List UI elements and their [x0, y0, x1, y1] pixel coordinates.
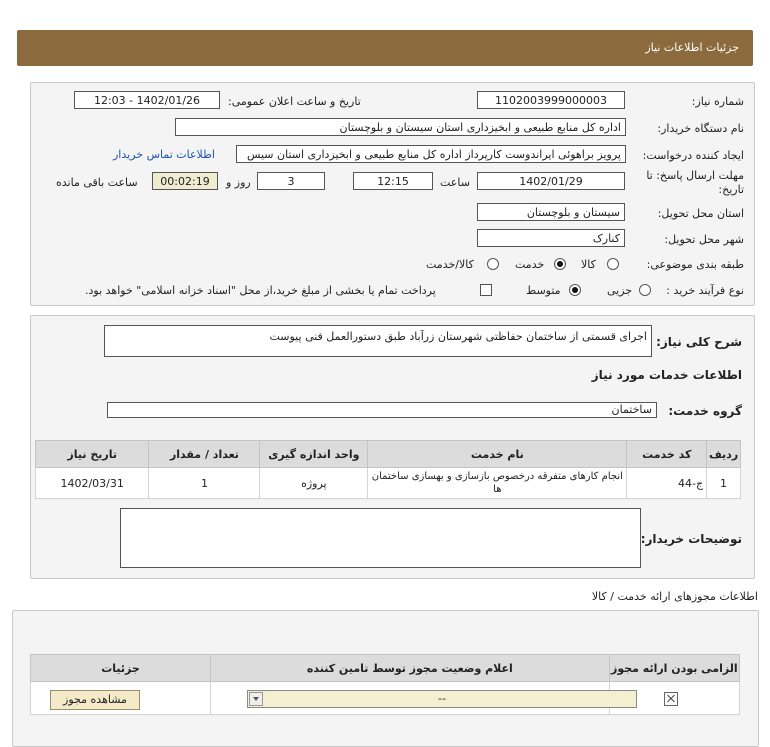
col-code: کد خدمت [627, 441, 707, 468]
cell-date: 1402/03/31 [36, 468, 149, 499]
description-label: شرح کلی نیاز: [656, 335, 742, 349]
process-label: نوع فرآیند خرید : [666, 284, 744, 297]
category-option-goods: کالا [581, 258, 596, 271]
category-radio-goods[interactable] [607, 258, 619, 270]
category-option-goods-service: کالا/خدمت [426, 258, 474, 271]
description-field: اجرای قسمتی از ساختمان حفاظتی شهرستان زرآباد طبق دستورالعمل فنی پیوست [104, 325, 652, 357]
remaining-time-field: 00:02:19 [152, 172, 218, 190]
buyer-contact-link[interactable]: اطلاعات تماس خریدار [113, 148, 215, 161]
deadline-date-field: 1402/01/29 [477, 172, 625, 190]
process-option-medium: متوسط [526, 284, 561, 297]
city-label: شهر محل تحویل: [664, 233, 744, 246]
permit-required-checkbox[interactable] [664, 692, 678, 706]
cell-code: ج-44 [627, 468, 707, 499]
treasury-note: پرداخت تمام یا بخشی از مبلغ خرید،از محل "اسناد خزانه اسلامی" خواهد بود. [85, 284, 436, 297]
requester-label: ایجاد کننده درخواست: [642, 149, 744, 162]
category-label: طبقه بندی موضوعی: [646, 258, 744, 271]
permit-status-value: -- [438, 692, 446, 705]
cell-row: 1 [707, 468, 741, 499]
days-label: روز و [226, 176, 251, 189]
view-permit-button[interactable]: مشاهده مجوز [50, 690, 140, 710]
page-title: جزئیات اطلاعات نیاز [645, 41, 739, 54]
buyer-org-field: اداره کل منابع طبیعی و ابخیزداری استان سیستان و بلوچستان [175, 118, 626, 136]
cell-unit: پروژه [260, 468, 368, 499]
permit-col-details: جزئیات [31, 655, 211, 682]
city-field: کنارک [477, 229, 625, 247]
announce-label: تاریخ و ساعت اعلان عمومی: [228, 95, 361, 108]
permit-col-required: الزامی بودن ارائه مجوز [609, 655, 739, 682]
category-option-service: خدمت [515, 258, 545, 271]
services-table [35, 440, 741, 499]
province-field: سیستان و بلوچستان [477, 203, 625, 221]
process-radio-medium[interactable] [569, 284, 581, 296]
deadline-time-field: 12:15 [353, 172, 433, 190]
process-radio-minor[interactable] [639, 284, 651, 296]
page-header [17, 30, 753, 66]
col-qty: تعداد / مقدار [149, 441, 260, 468]
table-row [36, 468, 741, 499]
chevron-down-icon [249, 692, 263, 706]
need-number-field: 1102003999000003 [477, 91, 625, 109]
cell-name: انجام کارهای متفرقه درخصوص بازسازی و بهسازی ساختمان ها [368, 468, 627, 499]
requester-field: پرویز براهوئی ایراندوست کارپرداز اداره کل منابع طبیعی و ابخیزداری استان سیس [236, 145, 626, 163]
service-group-label: گروه خدمت: [668, 404, 742, 418]
buyer-org-label: نام دستگاه خریدار: [657, 122, 744, 135]
deadline-time-label: ساعت [440, 176, 470, 189]
need-number-label: شماره نیاز: [691, 95, 744, 108]
service-group-field: ساختمان [107, 402, 657, 418]
days-field: 3 [257, 172, 325, 190]
col-unit: واحد اندازه گیری [260, 441, 368, 468]
services-section-title: اطلاعات خدمات مورد نیاز [591, 368, 742, 382]
col-name: نام خدمت [368, 441, 627, 468]
col-row: ردیف [707, 441, 741, 468]
category-radio-goods-service[interactable] [487, 258, 499, 270]
permit-status-select[interactable] [247, 690, 637, 708]
deadline-label: مهلت ارسال پاسخ: تا تاریخ: [646, 169, 744, 196]
cell-qty: 1 [149, 468, 260, 499]
permit-col-status: اعلام وضعیت مجوز توسط تامین کننده [211, 655, 610, 682]
remaining-label: ساعت باقی مانده [56, 176, 138, 189]
col-date: تاریخ نیاز [36, 441, 149, 468]
treasury-checkbox[interactable] [480, 284, 492, 296]
buyer-notes-label: توضیحات خریدار: [640, 532, 742, 546]
category-radio-service[interactable] [554, 258, 566, 270]
process-option-minor: جزیی [607, 284, 633, 297]
province-label: استان محل تحویل: [657, 207, 744, 220]
permits-title: اطلاعات مجوزهای ارائه خدمت / کالا [591, 590, 758, 603]
buyer-notes-field [120, 508, 641, 568]
announce-field: 1402/01/26 - 12:03 [74, 91, 220, 109]
